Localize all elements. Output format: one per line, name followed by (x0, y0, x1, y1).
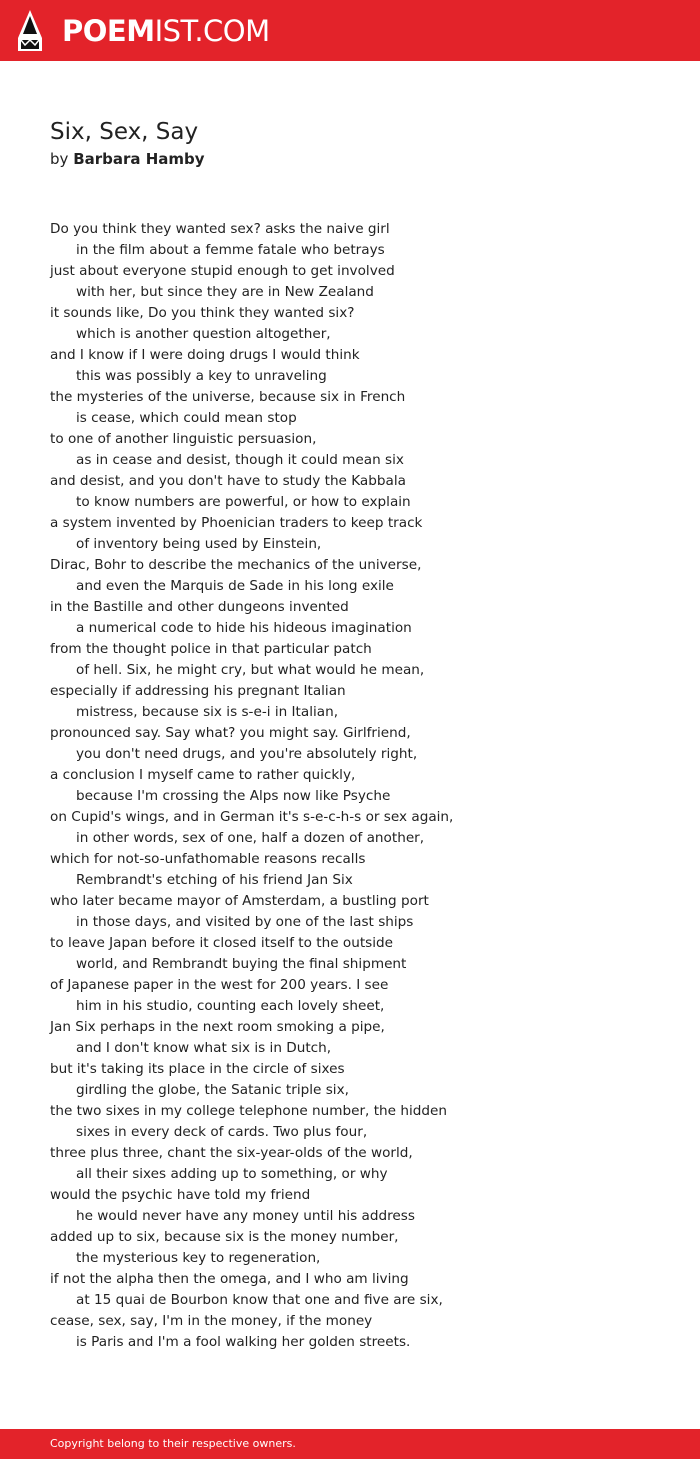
poem-line: and even the Marquis de Sade in his long exile (76, 578, 394, 594)
poem-line: it sounds like, Do you think they wanted six? (50, 305, 355, 321)
poem-line: to one of another linguistic persuasion, (50, 431, 317, 447)
pencil-icon[interactable] (17, 10, 43, 52)
poem-line: mistress, because six is s-e-i in Italian, (76, 704, 339, 720)
poem-line: added up to six, because six is the money number, (50, 1229, 399, 1245)
poem-line: is cease, which could mean stop (76, 410, 297, 426)
poem-line: a system invented by Phoenician traders to keep track (50, 515, 423, 531)
poem-line: pronounced say. Say what? you might say. Girlfriend, (50, 725, 411, 741)
poem-line: in the film about a femme fatale who betrays (76, 242, 385, 258)
poem-line: at 15 quai de Bourbon know that one and five are six, (76, 1292, 443, 1308)
poem-line: especially if addressing his pregnant Italian (50, 683, 346, 699)
copyright-text: Copyright belong to their respective owners. (50, 1437, 296, 1450)
poem-line: just about everyone stupid enough to get involved (50, 263, 395, 279)
brand-bold-text: POEM (62, 14, 155, 48)
poem-line: on Cupid's wings, and in German it's s-e-c-h-s or sex again, (50, 809, 454, 825)
poem-line: girdling the globe, the Satanic triple six, (76, 1082, 349, 1098)
poem-title: Six, Sex, Say (50, 119, 199, 145)
poem-line: a numerical code to hide his hideous imagination (76, 620, 412, 636)
brand-light-text: IST.COM (154, 14, 270, 48)
poem-line: world, and Rembrandt buying the final shipment (76, 956, 407, 972)
poem-line: and I know if I were doing drugs I would think (50, 347, 360, 363)
poem-line: in the Bastille and other dungeons invented (50, 599, 349, 615)
poem-line: you don't need drugs, and you're absolutely right, (76, 746, 418, 762)
poem-line: which for not-so-unfathomable reasons recalls (50, 851, 366, 867)
poem-line: is Paris and I'm a fool walking her golden streets. (76, 1334, 411, 1350)
poem-line: all their sixes adding up to something, or why (76, 1166, 388, 1182)
poem-line: the mysterious key to regeneration, (76, 1250, 321, 1266)
poem-line: which is another question altogether, (76, 326, 331, 342)
poem-line: Do you think they wanted sex? asks the naive girl (50, 221, 390, 237)
poem-line: this was possibly a key to unraveling (76, 368, 327, 384)
poem-line: if not the alpha then the omega, and I who am living (50, 1271, 409, 1287)
poem-line: from the thought police in that particular patch (50, 641, 372, 657)
poem-line: but it's taking its place in the circle of sixes (50, 1061, 345, 1077)
poem-line: of Japanese paper in the west for 200 years. I see (50, 977, 389, 993)
site-brand[interactable] (62, 10, 270, 52)
poem-line: to leave Japan before it closed itself to the outside (50, 935, 394, 951)
poem-body (50, 219, 680, 1353)
poem-line: Jan Six perhaps in the next room smoking a pipe, (50, 1019, 385, 1035)
poem-byline (50, 149, 205, 169)
poem-line: with her, but since they are in New Zealand (76, 284, 374, 300)
poem-line: sixes in every deck of cards. Two plus four, (76, 1124, 368, 1140)
poem-line: and desist, and you don't have to study the Kabbala (50, 473, 406, 489)
poem-line: him in his studio, counting each lovely sheet, (76, 998, 385, 1014)
poem-line: the two sixes in my college telephone number, the hidden (50, 1103, 447, 1119)
poem-line: as in cease and desist, though it could mean six (76, 452, 404, 468)
poem-line: Dirac, Bohr to describe the mechanics of the universe, (50, 557, 422, 573)
poem-line: would the psychic have told my friend (50, 1187, 311, 1203)
poem-line: a conclusion I myself came to rather quickly, (50, 767, 356, 783)
poem-line: cease, sex, say, I'm in the money, if the money (50, 1313, 373, 1329)
site-footer (0, 1429, 700, 1459)
site-header (0, 0, 700, 61)
poem-line: three plus three, chant the six-year-olds of the world, (50, 1145, 413, 1161)
poem-line: because I'm crossing the Alps now like Psyche (76, 788, 391, 804)
poem-line: in other words, sex of one, half a dozen of another, (76, 830, 425, 846)
poem-line: Rembrandt's etching of his friend Jan Six (76, 872, 353, 888)
poem-line: in those days, and visited by one of the last ships (76, 914, 414, 930)
poem-line: of hell. Six, he might cry, but what would he mean, (76, 662, 425, 678)
poem-line: and I don't know what six is in Dutch, (76, 1040, 332, 1056)
poem-line: to know numbers are powerful, or how to explain (76, 494, 411, 510)
poem-line: of inventory being used by Einstein, (76, 536, 322, 552)
author-name[interactable]: Barbara Hamby (73, 150, 205, 168)
poem-line: the mysteries of the universe, because six in French (50, 389, 406, 405)
poem-line: who later became mayor of Amsterdam, a bustling port (50, 893, 429, 909)
by-label: by (50, 150, 69, 168)
poem-line: he would never have any money until his address (76, 1208, 415, 1224)
